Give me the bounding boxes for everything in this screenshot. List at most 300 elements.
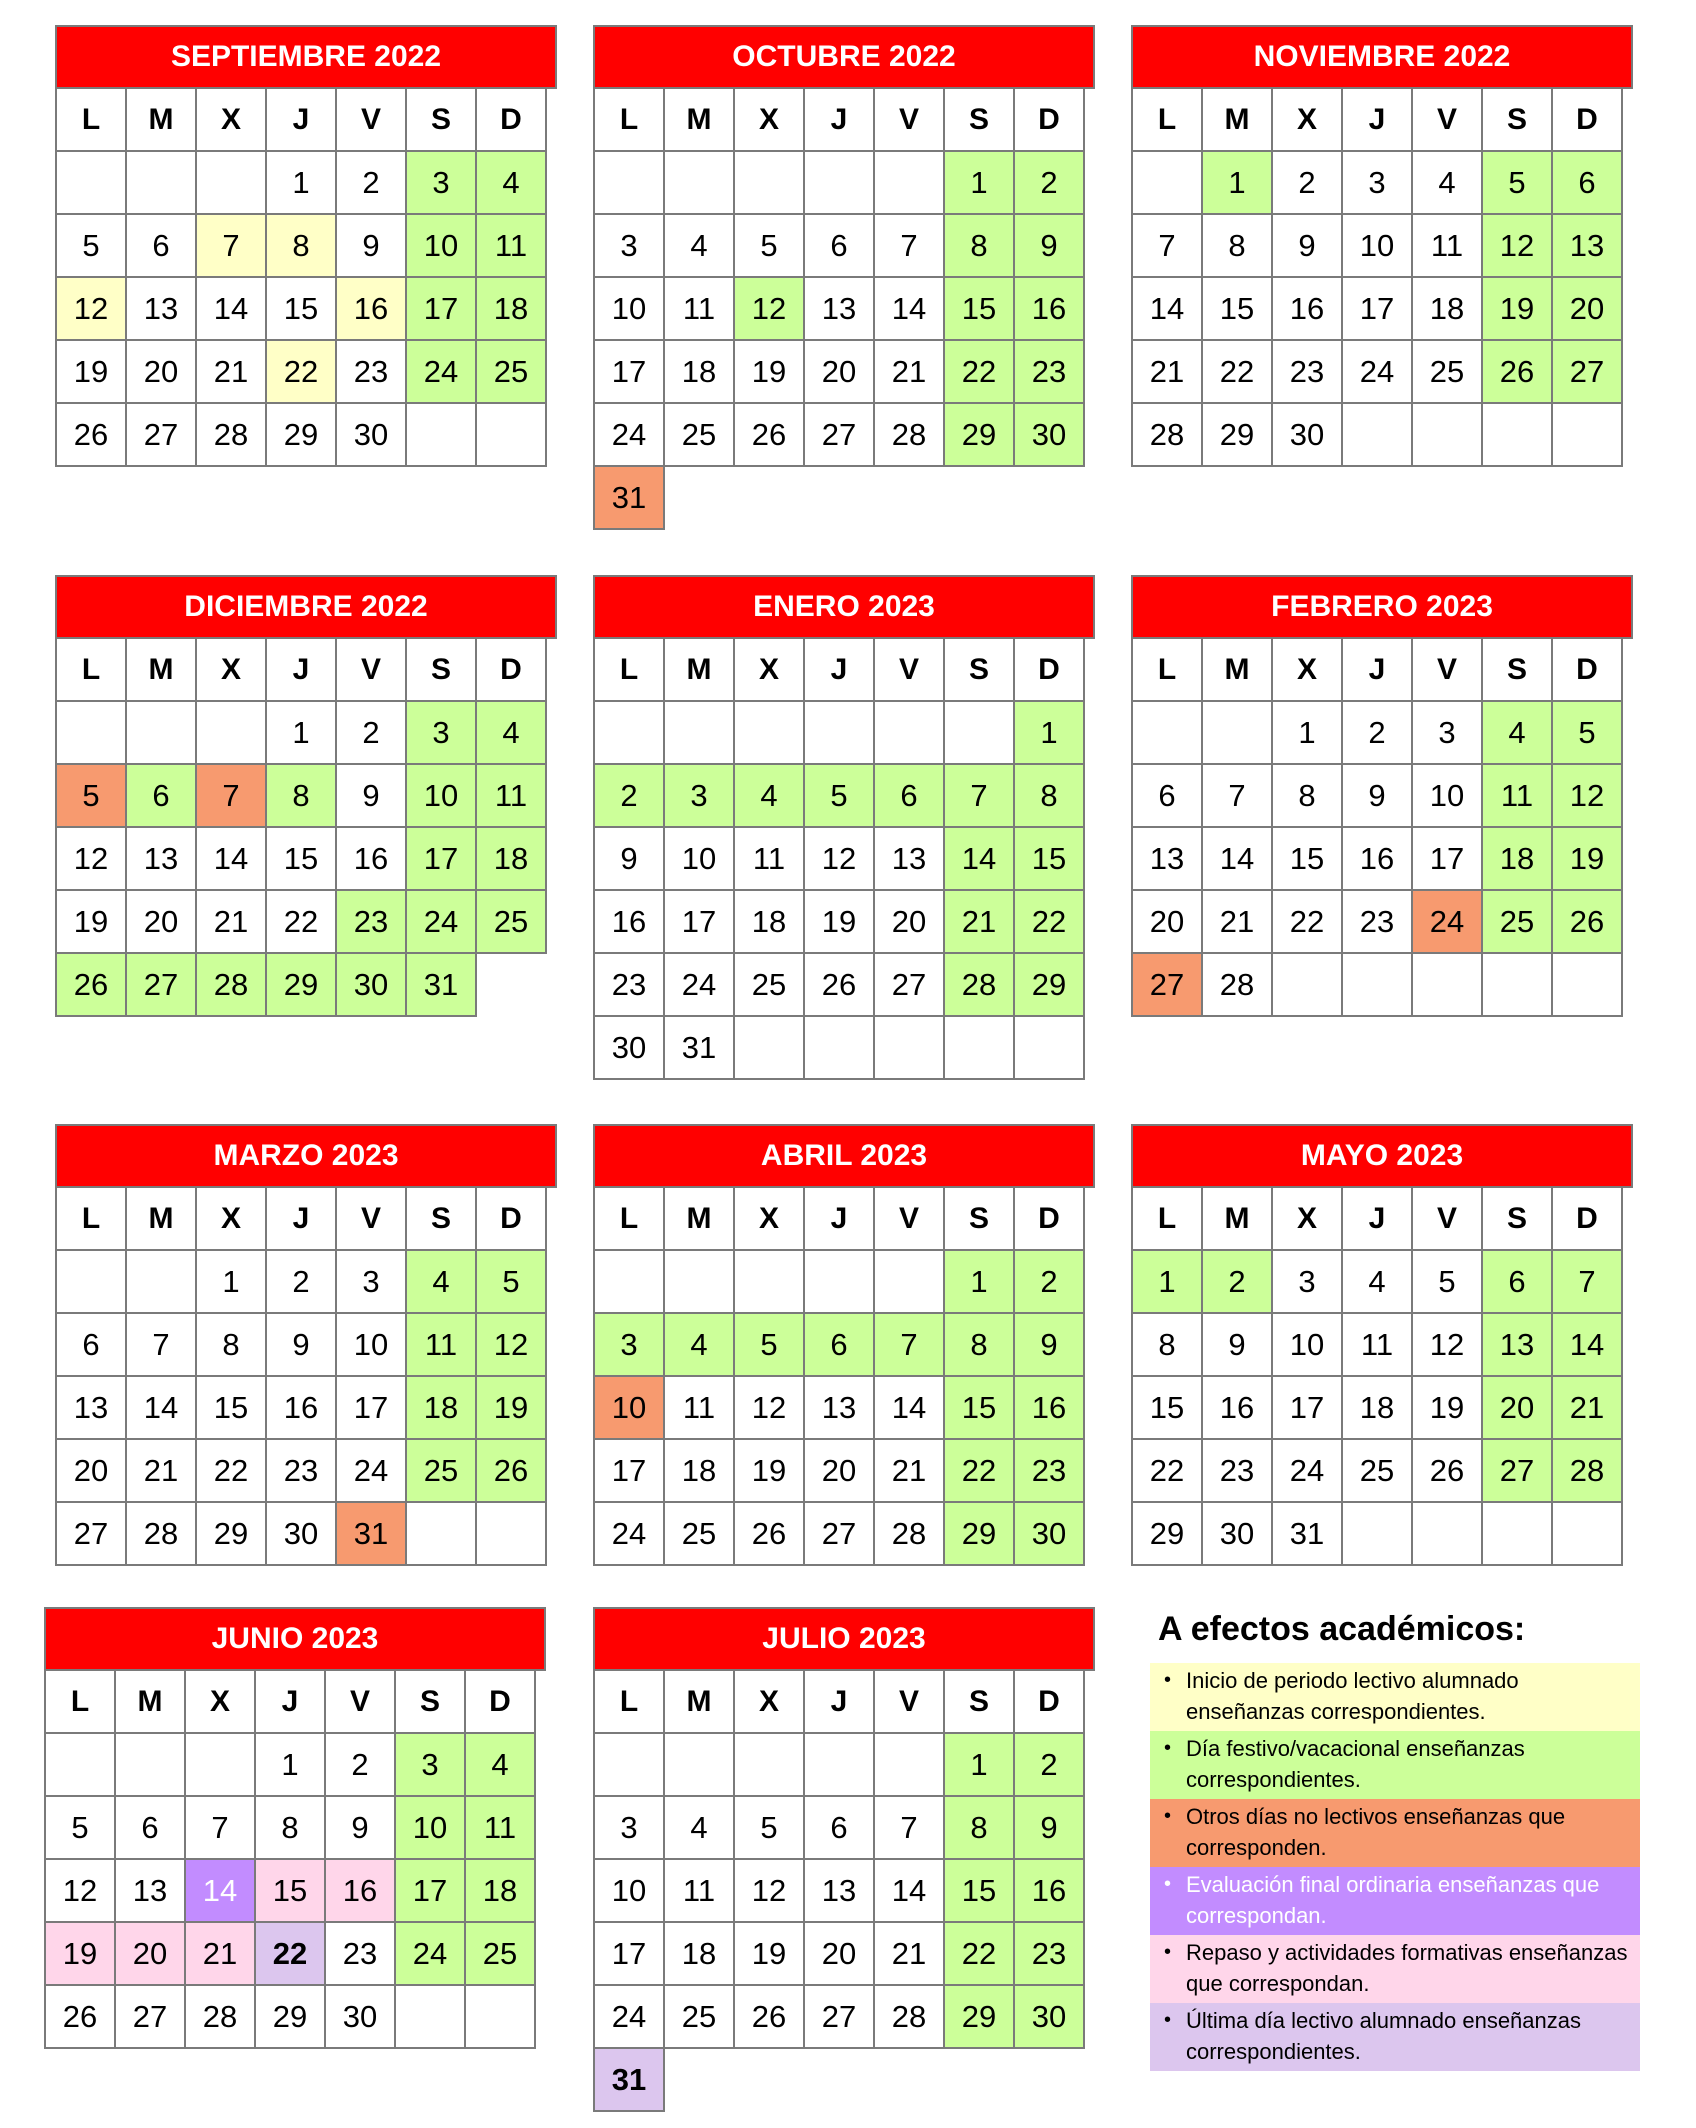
day-cell: 9 xyxy=(325,1796,395,1859)
day-cell: 16 xyxy=(266,1376,336,1439)
day-cell: 23 xyxy=(1202,1439,1272,1502)
day-cell: 18 xyxy=(664,1922,734,1985)
day-cell: 29 xyxy=(944,1985,1014,2048)
empty-cell xyxy=(664,151,734,214)
weekday-header: D xyxy=(1014,1187,1084,1250)
day-cell: 30 xyxy=(1202,1502,1272,1565)
day-cell: 20 xyxy=(115,1922,185,1985)
day-cell: 26 xyxy=(476,1439,546,1502)
empty-cell xyxy=(594,701,664,764)
empty-cell xyxy=(465,1985,535,2048)
day-cell: 26 xyxy=(1552,890,1622,953)
day-cell: 26 xyxy=(734,1502,804,1565)
day-cell: 16 xyxy=(1014,1859,1084,1922)
day-cell: 2 xyxy=(594,764,664,827)
day-cell: 14 xyxy=(874,1376,944,1439)
day-cell: 24 xyxy=(336,1439,406,1502)
day-cell: 25 xyxy=(664,1985,734,2048)
weekday-header: L xyxy=(594,638,664,701)
month-grid xyxy=(593,637,1085,1080)
day-cell: 16 xyxy=(1014,1376,1084,1439)
empty-cell xyxy=(1132,151,1202,214)
month-grid xyxy=(1131,87,1623,467)
day-cell: 21 xyxy=(126,1439,196,1502)
day-cell: 4 xyxy=(664,214,734,277)
weekday-header: V xyxy=(336,638,406,701)
weekday-header: L xyxy=(45,1670,115,1733)
day-cell: 20 xyxy=(874,890,944,953)
day-cell: 12 xyxy=(45,1859,115,1922)
weekday-header: L xyxy=(56,638,126,701)
day-cell: 18 xyxy=(664,340,734,403)
weekday-header: V xyxy=(336,88,406,151)
weekday-header: J xyxy=(1342,638,1412,701)
day-cell: 9 xyxy=(1342,764,1412,827)
weekday-header: M xyxy=(1202,638,1272,701)
weekday-header: X xyxy=(196,88,266,151)
day-cell: 12 xyxy=(56,827,126,890)
legend-item xyxy=(1150,1867,1640,1935)
weekday-header: S xyxy=(944,1670,1014,1733)
day-cell: 2 xyxy=(1272,151,1342,214)
weekday-header: L xyxy=(56,1187,126,1250)
day-cell: 29 xyxy=(266,953,336,1016)
calendar-month-1 xyxy=(593,25,1095,530)
weekday-header: L xyxy=(594,1187,664,1250)
day-cell: 28 xyxy=(196,953,266,1016)
day-cell: 24 xyxy=(594,1502,664,1565)
weekday-header: V xyxy=(336,1187,406,1250)
weekday-header: M xyxy=(126,638,196,701)
day-cell: 7 xyxy=(1132,214,1202,277)
weekday-header: M xyxy=(126,1187,196,1250)
weekday-header: D xyxy=(1552,88,1622,151)
day-cell: 3 xyxy=(1272,1250,1342,1313)
empty-cell xyxy=(56,1250,126,1313)
bullet-icon: • xyxy=(1164,1669,1172,1691)
month-grid xyxy=(593,1669,1085,2112)
day-cell: 4 xyxy=(1412,151,1482,214)
day-cell: 1 xyxy=(266,701,336,764)
day-cell: 12 xyxy=(734,277,804,340)
day-cell: 21 xyxy=(1202,890,1272,953)
weekday-header: D xyxy=(1014,1670,1084,1733)
empty-cell xyxy=(185,1733,255,1796)
day-cell: 15 xyxy=(266,827,336,890)
day-cell: 18 xyxy=(465,1859,535,1922)
day-cell: 31 xyxy=(594,466,664,529)
day-cell: 5 xyxy=(476,1250,546,1313)
day-cell: 1 xyxy=(944,1733,1014,1796)
day-cell: 27 xyxy=(56,1502,126,1565)
day-cell: 6 xyxy=(56,1313,126,1376)
day-cell: 11 xyxy=(664,1859,734,1922)
day-cell: 5 xyxy=(1552,701,1622,764)
weekday-header: S xyxy=(406,638,476,701)
empty-cell xyxy=(1014,1016,1084,1079)
day-cell: 14 xyxy=(944,827,1014,890)
empty-cell xyxy=(1342,953,1412,1016)
weekday-header: M xyxy=(115,1670,185,1733)
day-cell: 14 xyxy=(874,1859,944,1922)
weekday-header: D xyxy=(476,88,546,151)
empty-cell xyxy=(1412,1502,1482,1565)
day-cell: 26 xyxy=(56,403,126,466)
day-cell: 2 xyxy=(1342,701,1412,764)
empty-cell xyxy=(874,151,944,214)
day-cell: 22 xyxy=(1272,890,1342,953)
legend-item-text: Repaso y actividades formativas enseñanzas que correspondan. xyxy=(1186,1940,1628,1996)
day-cell: 6 xyxy=(115,1796,185,1859)
day-cell: 21 xyxy=(196,340,266,403)
weekday-header: L xyxy=(1132,1187,1202,1250)
legend-items xyxy=(1150,1663,1640,2071)
weekday-header: S xyxy=(1482,88,1552,151)
day-cell: 13 xyxy=(126,277,196,340)
day-cell: 30 xyxy=(266,1502,336,1565)
day-cell: 13 xyxy=(1132,827,1202,890)
day-cell: 12 xyxy=(804,827,874,890)
day-cell: 5 xyxy=(734,1313,804,1376)
day-cell: 17 xyxy=(406,827,476,890)
day-cell: 21 xyxy=(1132,340,1202,403)
day-cell: 15 xyxy=(1202,277,1272,340)
empty-cell xyxy=(734,1733,804,1796)
day-cell: 20 xyxy=(804,1439,874,1502)
empty-cell xyxy=(1272,953,1342,1016)
day-cell: 20 xyxy=(1132,890,1202,953)
weekday-header: S xyxy=(944,88,1014,151)
day-cell: 30 xyxy=(1014,1502,1084,1565)
day-cell: 22 xyxy=(1202,340,1272,403)
weekday-header: S xyxy=(944,1187,1014,1250)
weekday-header: J xyxy=(804,88,874,151)
empty-cell xyxy=(1014,2048,1084,2111)
day-cell: 16 xyxy=(594,890,664,953)
day-cell: 19 xyxy=(45,1922,115,1985)
day-cell: 1 xyxy=(196,1250,266,1313)
day-cell: 14 xyxy=(1132,277,1202,340)
day-cell: 1 xyxy=(1132,1250,1202,1313)
empty-cell xyxy=(804,1016,874,1079)
day-cell: 7 xyxy=(874,1313,944,1376)
day-cell: 17 xyxy=(594,1922,664,1985)
empty-cell xyxy=(56,701,126,764)
day-cell: 9 xyxy=(1202,1313,1272,1376)
month-title: DICIEMBRE 2022 xyxy=(55,575,557,639)
month-title: ENERO 2023 xyxy=(593,575,1095,639)
day-cell: 24 xyxy=(406,890,476,953)
day-cell: 23 xyxy=(1272,340,1342,403)
day-cell: 23 xyxy=(1014,1922,1084,1985)
day-cell: 14 xyxy=(196,827,266,890)
day-cell: 24 xyxy=(664,953,734,1016)
day-cell: 9 xyxy=(1014,1313,1084,1376)
day-cell: 21 xyxy=(874,340,944,403)
day-cell: 5 xyxy=(1412,1250,1482,1313)
day-cell: 23 xyxy=(1342,890,1412,953)
weekday-header: X xyxy=(1272,88,1342,151)
day-cell: 11 xyxy=(664,1376,734,1439)
day-cell: 30 xyxy=(325,1985,395,2048)
empty-cell xyxy=(804,2048,874,2111)
weekday-header: V xyxy=(1412,1187,1482,1250)
legend-item-text: Última día lectivo alumnado enseñanzas correspondientes. xyxy=(1186,2008,1582,2064)
weekday-header: S xyxy=(1482,1187,1552,1250)
day-cell: 28 xyxy=(185,1985,255,2048)
day-cell: 24 xyxy=(594,403,664,466)
day-cell: 14 xyxy=(126,1376,196,1439)
day-cell: 8 xyxy=(1202,214,1272,277)
weekday-header: M xyxy=(664,88,734,151)
day-cell: 8 xyxy=(944,1796,1014,1859)
empty-cell xyxy=(874,1733,944,1796)
month-grid xyxy=(55,637,547,1017)
weekday-header: L xyxy=(1132,638,1202,701)
day-cell: 16 xyxy=(1014,277,1084,340)
calendar-month-9 xyxy=(44,1607,546,2049)
day-cell: 1 xyxy=(1202,151,1272,214)
day-cell: 28 xyxy=(1202,953,1272,1016)
day-cell: 24 xyxy=(395,1922,465,1985)
day-cell: 26 xyxy=(734,1985,804,2048)
day-cell: 27 xyxy=(126,953,196,1016)
day-cell: 19 xyxy=(1552,827,1622,890)
month-title: FEBRERO 2023 xyxy=(1131,575,1633,639)
month-grid xyxy=(1131,1186,1623,1566)
day-cell: 1 xyxy=(255,1733,325,1796)
day-cell: 6 xyxy=(126,214,196,277)
day-cell: 16 xyxy=(1272,277,1342,340)
empty-cell xyxy=(874,701,944,764)
day-cell: 23 xyxy=(266,1439,336,1502)
weekday-header: D xyxy=(465,1670,535,1733)
empty-cell xyxy=(664,1733,734,1796)
day-cell: 31 xyxy=(406,953,476,1016)
day-cell: 1 xyxy=(1272,701,1342,764)
day-cell: 12 xyxy=(476,1313,546,1376)
day-cell: 27 xyxy=(1132,953,1202,1016)
weekday-header: S xyxy=(1482,638,1552,701)
empty-cell xyxy=(664,466,734,529)
day-cell: 2 xyxy=(336,151,406,214)
day-cell: 24 xyxy=(1272,1439,1342,1502)
day-cell: 19 xyxy=(56,340,126,403)
day-cell: 8 xyxy=(944,214,1014,277)
day-cell: 7 xyxy=(1552,1250,1622,1313)
weekday-header: X xyxy=(734,1670,804,1733)
month-grid xyxy=(593,1186,1085,1566)
day-cell: 22 xyxy=(1132,1439,1202,1502)
weekday-header: J xyxy=(804,1187,874,1250)
day-cell: 7 xyxy=(874,214,944,277)
day-cell: 1 xyxy=(944,151,1014,214)
weekday-header: V xyxy=(1412,88,1482,151)
weekday-header: X xyxy=(185,1670,255,1733)
calendar-month-0 xyxy=(55,25,557,467)
calendar-month-8 xyxy=(1131,1124,1633,1566)
day-cell: 25 xyxy=(476,890,546,953)
weekday-header: M xyxy=(664,638,734,701)
day-cell: 25 xyxy=(664,403,734,466)
weekday-header: M xyxy=(1202,1187,1272,1250)
empty-cell xyxy=(804,1733,874,1796)
day-cell: 11 xyxy=(406,1313,476,1376)
empty-cell xyxy=(944,2048,1014,2111)
day-cell: 19 xyxy=(1412,1376,1482,1439)
day-cell: 10 xyxy=(336,1313,406,1376)
day-cell: 28 xyxy=(126,1502,196,1565)
empty-cell xyxy=(115,1733,185,1796)
empty-cell xyxy=(874,1250,944,1313)
day-cell: 22 xyxy=(944,1439,1014,1502)
day-cell: 12 xyxy=(734,1859,804,1922)
day-cell: 9 xyxy=(1014,214,1084,277)
empty-cell xyxy=(804,151,874,214)
bullet-icon: • xyxy=(1164,2009,1172,2031)
day-cell: 15 xyxy=(1272,827,1342,890)
empty-cell xyxy=(45,1733,115,1796)
day-cell: 27 xyxy=(804,1985,874,2048)
day-cell: 25 xyxy=(1482,890,1552,953)
day-cell: 6 xyxy=(1552,151,1622,214)
day-cell: 11 xyxy=(476,764,546,827)
day-cell: 4 xyxy=(406,1250,476,1313)
day-cell: 20 xyxy=(1552,277,1622,340)
legend-item-text: Inicio de periodo lectivo alumnado enseñanzas correspondientes. xyxy=(1186,1668,1519,1724)
day-cell: 16 xyxy=(1342,827,1412,890)
day-cell: 28 xyxy=(1552,1439,1622,1502)
day-cell: 20 xyxy=(804,340,874,403)
day-cell: 20 xyxy=(126,340,196,403)
day-cell: 21 xyxy=(196,890,266,953)
legend-item xyxy=(1150,1663,1640,1731)
day-cell: 17 xyxy=(594,1439,664,1502)
weekday-header: X xyxy=(1272,1187,1342,1250)
empty-cell xyxy=(126,1250,196,1313)
day-cell: 4 xyxy=(476,701,546,764)
month-title: NOVIEMBRE 2022 xyxy=(1131,25,1633,89)
day-cell: 18 xyxy=(476,827,546,890)
day-cell: 31 xyxy=(336,1502,406,1565)
month-title: MAYO 2023 xyxy=(1131,1124,1633,1188)
day-cell: 28 xyxy=(196,403,266,466)
day-cell: 2 xyxy=(325,1733,395,1796)
day-cell: 7 xyxy=(196,764,266,827)
weekday-header: X xyxy=(196,638,266,701)
day-cell: 12 xyxy=(56,277,126,340)
month-grid xyxy=(44,1669,536,2049)
day-cell: 25 xyxy=(1342,1439,1412,1502)
legend xyxy=(1150,1610,1640,2071)
day-cell: 6 xyxy=(804,1796,874,1859)
weekday-header: V xyxy=(1412,638,1482,701)
day-cell: 5 xyxy=(734,214,804,277)
day-cell: 19 xyxy=(734,1439,804,1502)
day-cell: 10 xyxy=(594,1859,664,1922)
day-cell: 3 xyxy=(336,1250,406,1313)
day-cell: 5 xyxy=(804,764,874,827)
legend-item xyxy=(1150,2003,1640,2071)
day-cell: 15 xyxy=(196,1376,266,1439)
weekday-header: X xyxy=(734,638,804,701)
weekday-header: J xyxy=(255,1670,325,1733)
weekday-header: J xyxy=(804,638,874,701)
day-cell: 28 xyxy=(874,403,944,466)
empty-cell xyxy=(874,2048,944,2111)
day-cell: 10 xyxy=(1272,1313,1342,1376)
day-cell: 24 xyxy=(406,340,476,403)
calendar-month-6 xyxy=(55,1124,557,1566)
day-cell: 27 xyxy=(1482,1439,1552,1502)
day-cell: 11 xyxy=(476,214,546,277)
day-cell: 21 xyxy=(185,1922,255,1985)
day-cell: 23 xyxy=(1014,1439,1084,1502)
empty-cell xyxy=(874,1016,944,1079)
day-cell: 11 xyxy=(465,1796,535,1859)
day-cell: 15 xyxy=(944,277,1014,340)
day-cell: 13 xyxy=(1482,1313,1552,1376)
day-cell: 29 xyxy=(1014,953,1084,1016)
day-cell: 15 xyxy=(1132,1376,1202,1439)
weekday-header: V xyxy=(325,1670,395,1733)
day-cell: 14 xyxy=(1552,1313,1622,1376)
day-cell: 7 xyxy=(944,764,1014,827)
weekday-header: M xyxy=(1202,88,1272,151)
day-cell: 29 xyxy=(196,1502,266,1565)
empty-cell xyxy=(476,953,546,1016)
empty-cell xyxy=(734,1016,804,1079)
day-cell: 14 xyxy=(1202,827,1272,890)
empty-cell xyxy=(1202,701,1272,764)
day-cell: 24 xyxy=(1412,890,1482,953)
day-cell: 10 xyxy=(1412,764,1482,827)
day-cell: 13 xyxy=(874,827,944,890)
day-cell: 3 xyxy=(594,214,664,277)
month-grid xyxy=(55,1186,547,1566)
day-cell: 6 xyxy=(126,764,196,827)
weekday-header: L xyxy=(594,1670,664,1733)
day-cell: 9 xyxy=(1014,1796,1084,1859)
empty-cell xyxy=(594,1250,664,1313)
empty-cell xyxy=(874,466,944,529)
day-cell: 3 xyxy=(406,151,476,214)
weekday-header: D xyxy=(1552,638,1622,701)
empty-cell xyxy=(406,403,476,466)
day-cell: 23 xyxy=(594,953,664,1016)
day-cell: 4 xyxy=(476,151,546,214)
empty-cell xyxy=(1132,701,1202,764)
day-cell: 29 xyxy=(1132,1502,1202,1565)
day-cell: 8 xyxy=(266,764,336,827)
day-cell: 16 xyxy=(336,277,406,340)
empty-cell xyxy=(734,2048,804,2111)
empty-cell xyxy=(734,701,804,764)
day-cell: 25 xyxy=(476,340,546,403)
day-cell: 2 xyxy=(336,701,406,764)
empty-cell xyxy=(664,701,734,764)
day-cell: 22 xyxy=(944,340,1014,403)
bullet-icon: • xyxy=(1164,1737,1172,1759)
day-cell: 22 xyxy=(266,340,336,403)
month-grid xyxy=(593,87,1085,530)
empty-cell xyxy=(126,701,196,764)
day-cell: 6 xyxy=(804,214,874,277)
day-cell: 12 xyxy=(1412,1313,1482,1376)
weekday-header: X xyxy=(196,1187,266,1250)
day-cell: 12 xyxy=(734,1376,804,1439)
day-cell: 20 xyxy=(804,1922,874,1985)
